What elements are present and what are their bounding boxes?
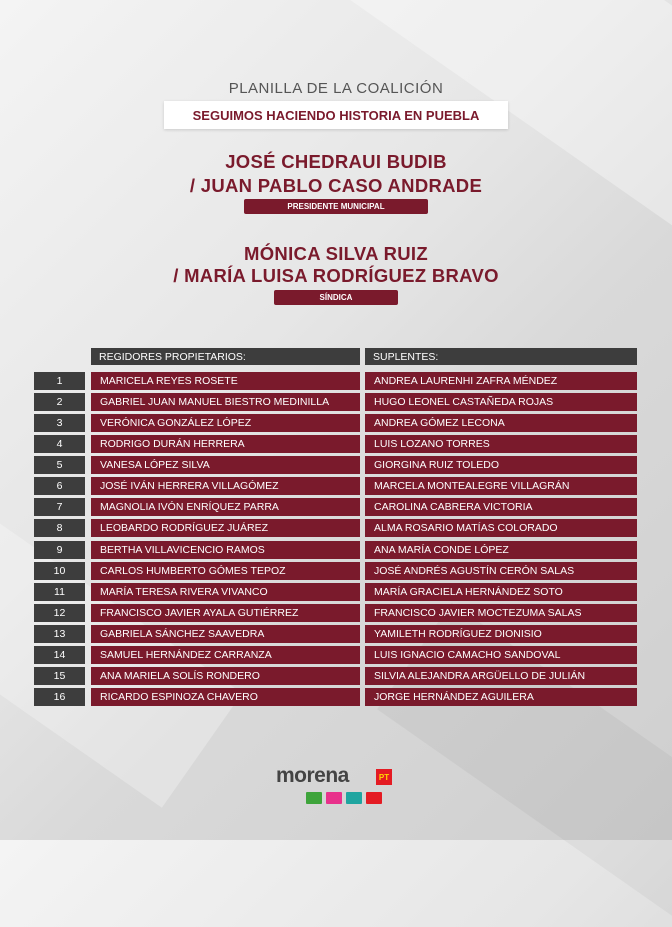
row-number: 15 bbox=[34, 667, 85, 685]
row-number: 3 bbox=[34, 414, 85, 432]
pt-small-logo-icon bbox=[366, 792, 382, 804]
suplente-cell: LUIS IGNACIO CAMACHO SANDOVAL bbox=[365, 646, 637, 664]
table-row bbox=[34, 646, 637, 664]
propietario-cell: SAMUEL HERNÁNDEZ CARRANZA bbox=[91, 646, 360, 664]
table-row bbox=[34, 477, 637, 495]
propietario-cell: GABRIELA SÁNCHEZ SAAVEDRA bbox=[91, 625, 360, 643]
row-number: 7 bbox=[34, 498, 85, 516]
suplente-cell: CAROLINA CABRERA VICTORIA bbox=[365, 498, 637, 516]
propietario-cell: MARÍA TERESA RIVERA VIVANCO bbox=[91, 583, 360, 601]
suplente-cell: ANA MARÍA CONDE LÓPEZ bbox=[365, 541, 637, 559]
morena-logo: morena bbox=[276, 764, 349, 787]
president-candidate-name: JOSÉ CHEDRAUI BUDIB bbox=[225, 151, 447, 172]
propietario-cell: VANESA LÓPEZ SILVA bbox=[91, 456, 360, 474]
header-propietarios: REGIDORES PROPIETARIOS: bbox=[91, 348, 360, 365]
table-row bbox=[34, 435, 637, 453]
coalition-name: SEGUIMOS HACIENDO HISTORIA EN PUEBLA bbox=[192, 107, 480, 123]
president-role-badge: PRESIDENTE MUNICIPAL bbox=[244, 199, 428, 214]
verde-party-logo-icon bbox=[306, 792, 322, 804]
regidores-table bbox=[34, 372, 637, 709]
row-number: 1 bbox=[34, 372, 85, 390]
row-number: 11 bbox=[34, 583, 85, 601]
row-number: 13 bbox=[34, 625, 85, 643]
table-row bbox=[34, 604, 637, 622]
suplente-cell: GIORGINA RUIZ TOLEDO bbox=[365, 456, 637, 474]
table-row bbox=[34, 583, 637, 601]
pt-logo: PT bbox=[376, 769, 392, 785]
table-row bbox=[34, 498, 637, 516]
table-row bbox=[34, 372, 637, 390]
suplente-cell: SILVIA ALEJANDRA ARGÜELLO DE JULIÁN bbox=[365, 667, 637, 685]
row-number: 16 bbox=[34, 688, 85, 706]
suplente-cell: ANDREA GÓMEZ LECONA bbox=[365, 414, 637, 432]
table-row bbox=[34, 541, 637, 559]
fuerza-mexico-logo-icon bbox=[326, 792, 342, 804]
propietario-cell: GABRIEL JUAN MANUEL BIESTRO MEDINILLA bbox=[91, 393, 360, 411]
propietario-cell: LEOBARDO RODRÍGUEZ JUÁREZ bbox=[91, 519, 360, 537]
propietario-cell: MAGNOLIA IVÓN ENRÍQUEZ PARRA bbox=[91, 498, 360, 516]
propietario-cell: VERÓNICA GONZÁLEZ LÓPEZ bbox=[91, 414, 360, 432]
suplente-cell: ALMA ROSARIO MATÍAS COLORADO bbox=[365, 519, 637, 537]
propietario-cell: CARLOS HUMBERTO GÓMES TEPOZ bbox=[91, 562, 360, 580]
party-logos bbox=[276, 764, 406, 814]
row-number: 2 bbox=[34, 393, 85, 411]
suplente-cell: MARCELA MONTEALEGRE VILLAGRÁN bbox=[365, 477, 637, 495]
row-number: 12 bbox=[34, 604, 85, 622]
suplente-cell: YAMILETH RODRÍGUEZ DIONISIO bbox=[365, 625, 637, 643]
propietario-cell: RICARDO ESPINOZA CHAVERO bbox=[91, 688, 360, 706]
row-number: 14 bbox=[34, 646, 85, 664]
suplente-cell: ANDREA LAURENHI ZAFRA MÉNDEZ bbox=[365, 372, 637, 390]
table-row bbox=[34, 688, 637, 706]
propietario-cell: BERTHA VILLAVICENCIO RAMOS bbox=[91, 541, 360, 559]
table-row bbox=[34, 625, 637, 643]
nueva-alianza-logo-icon bbox=[346, 792, 362, 804]
propietario-cell: JOSÉ IVÁN HERRERA VILLAGÓMEZ bbox=[91, 477, 360, 495]
row-number: 10 bbox=[34, 562, 85, 580]
table-row bbox=[34, 393, 637, 411]
table-row bbox=[34, 519, 637, 537]
coalition-name-box bbox=[164, 101, 508, 129]
propietario-cell: MARICELA REYES ROSETE bbox=[91, 372, 360, 390]
header-suplentes: SUPLENTES: bbox=[365, 348, 637, 365]
sindica-role-badge: SÍNDICA bbox=[274, 290, 398, 305]
row-number: 8 bbox=[34, 519, 85, 537]
suplente-cell: MARÍA GRACIELA HERNÁNDEZ SOTO bbox=[365, 583, 637, 601]
row-number: 9 bbox=[34, 541, 85, 559]
table-row bbox=[34, 456, 637, 474]
table-row bbox=[34, 667, 637, 685]
propietario-cell: FRANCISCO JAVIER AYALA GUTIÉRREZ bbox=[91, 604, 360, 622]
coalition-label: PLANILLA DE LA COALICIÓN bbox=[228, 80, 444, 97]
table-row bbox=[34, 562, 637, 580]
suplente-cell: HUGO LEONEL CASTAÑEDA ROJAS bbox=[365, 393, 637, 411]
suplente-cell: LUIS LOZANO TORRES bbox=[365, 435, 637, 453]
row-number: 6 bbox=[34, 477, 85, 495]
suplente-cell: FRANCISCO JAVIER MOCTEZUMA SALAS bbox=[365, 604, 637, 622]
president-substitute-name: / JUAN PABLO CASO ANDRADE bbox=[189, 175, 483, 196]
sindica-candidate-name: MÓNICA SILVA RUIZ bbox=[244, 243, 428, 264]
sindica-substitute-name: / MARÍA LUISA RODRÍGUEZ BRAVO bbox=[173, 265, 499, 286]
row-number: 4 bbox=[34, 435, 85, 453]
suplente-cell: JORGE HERNÁNDEZ AGUILERA bbox=[365, 688, 637, 706]
row-number: 5 bbox=[34, 456, 85, 474]
propietario-cell: ANA MARIELA SOLÍS RONDERO bbox=[91, 667, 360, 685]
propietario-cell: RODRIGO DURÁN HERRERA bbox=[91, 435, 360, 453]
table-row bbox=[34, 414, 637, 432]
suplente-cell: JOSÉ ANDRÉS AGUSTÍN CERÓN SALAS bbox=[365, 562, 637, 580]
